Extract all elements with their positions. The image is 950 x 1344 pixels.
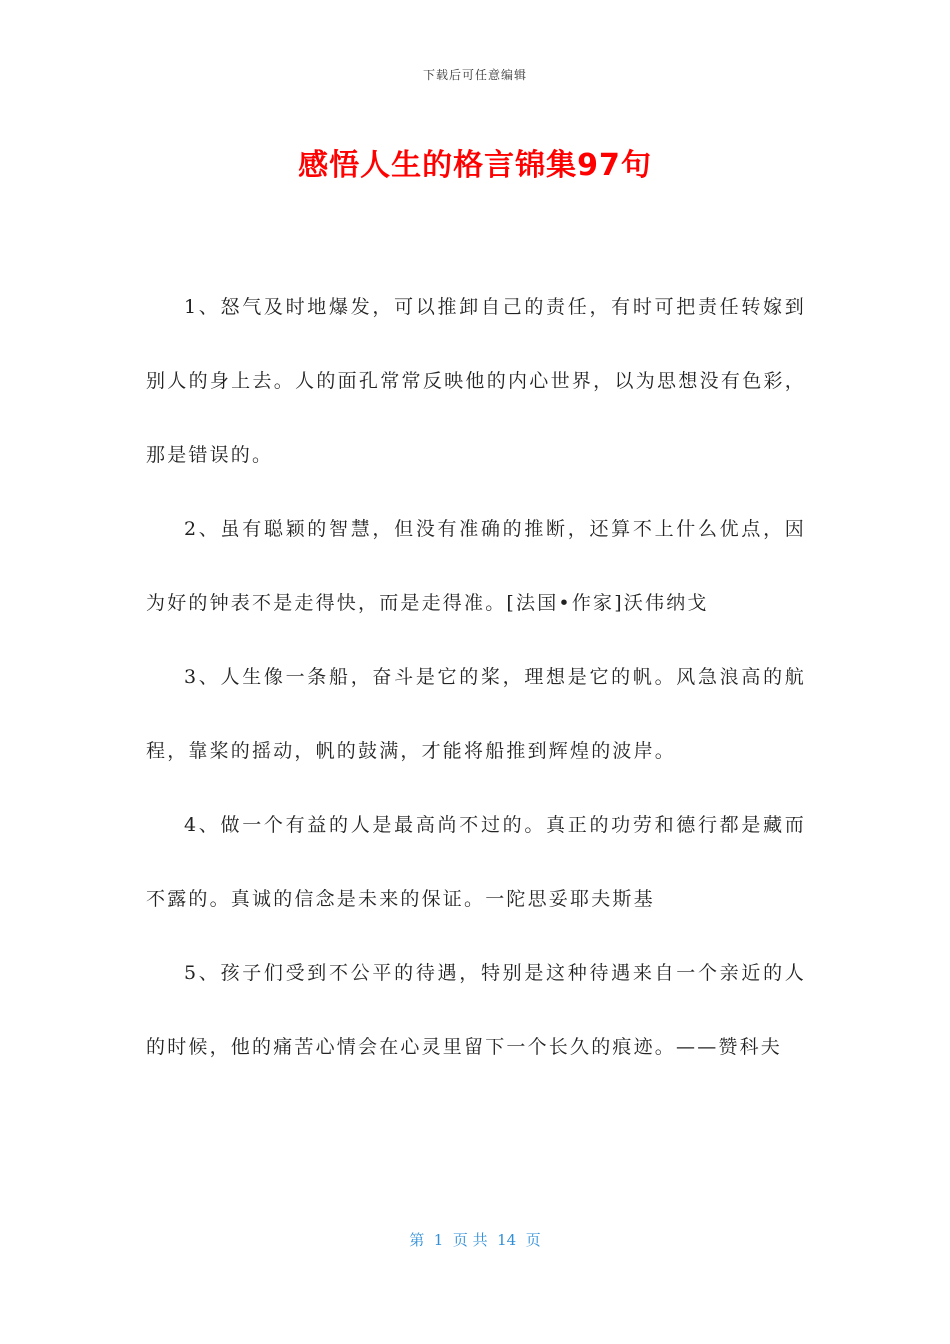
document-title: 感悟人生的格言锦集97句	[298, 148, 652, 183]
document-body	[146, 270, 806, 1084]
paragraph-3: 3、人生像一条船，奋斗是它的桨，理想是它的帆。风急浪高的航程，靠桨的摇动，帆的鼓满，才能将船推到辉煌的波岸。	[146, 666, 806, 762]
paragraph-5: 5、孩子们受到不公平的待遇，特别是这种待遇来自一个亲近的人的时候，他的痛苦心情会在心灵里留下一个长久的痕迹。——赞科夫	[146, 962, 806, 1058]
header-note: 下载后可任意编辑	[422, 68, 527, 82]
paragraph-4: 4、做一个有益的人是最高尚不过的。真正的功劳和德行都是藏而不露的。真诚的信念是未来的保证。一陀思妥耶夫斯基	[146, 814, 806, 910]
page-number-footer: 第 1 页 共 14 页	[409, 1231, 541, 1249]
paragraph-2: 2、虽有聪颖的智慧，但没有准确的推断，还算不上什么优点，因为好的钟表不是走得快，而是走得准。[法国•作家]沃伟纳戈	[146, 518, 806, 614]
paragraph-1: 1、怒气及时地爆发，可以推卸自己的责任，有时可把责任转嫁到别人的身上去。人的面孔常常反映他的内心世界，以为思想没有色彩，那是错误的。	[146, 296, 806, 466]
